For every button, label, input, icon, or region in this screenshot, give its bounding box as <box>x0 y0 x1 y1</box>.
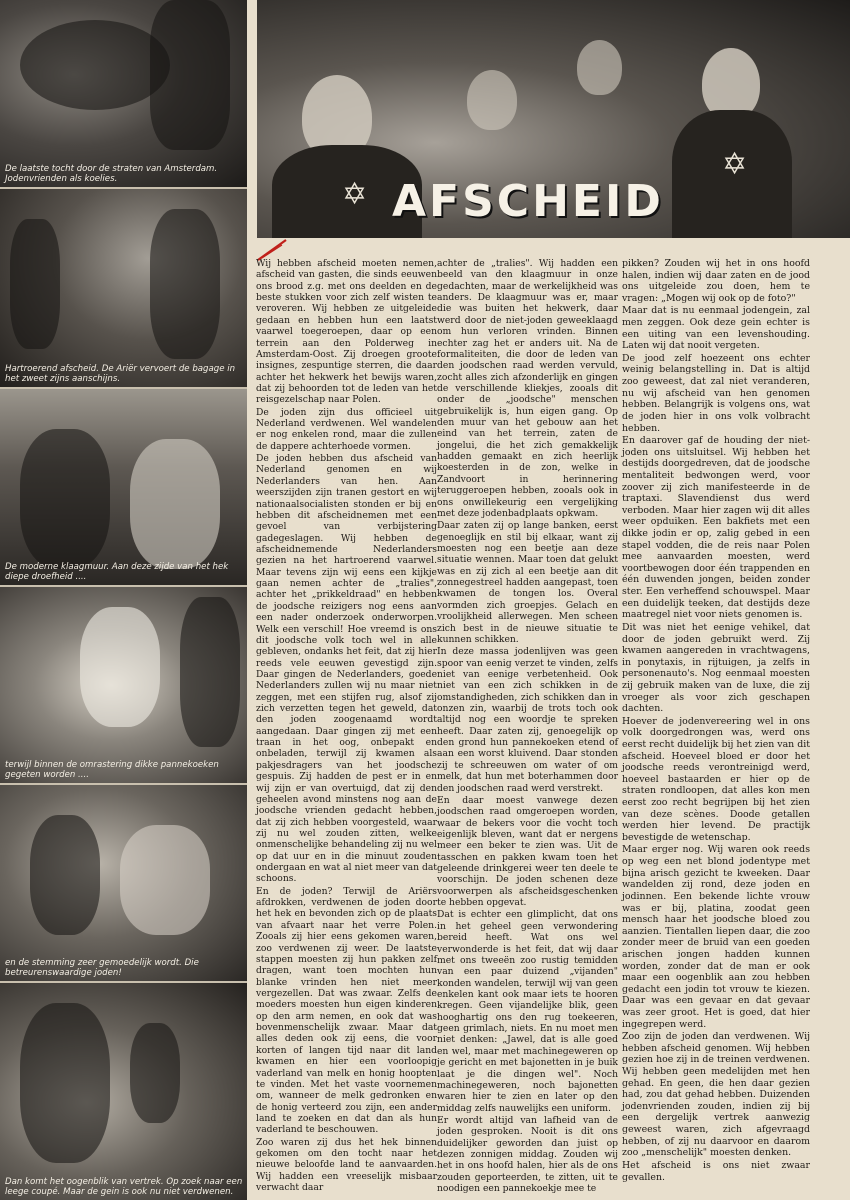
photo-caption: terwijl binnen de omrastering dikke pannekoeken gegeten worden .... <box>5 760 219 780</box>
paragraph: De jood zelf hoezeent ons echter weinig belangstelling in. Dat is altijd zoo geweest, dat zal niet veranderen, nu wij afscheid van hen genomen hebben. Belangrijk is volgens ons, wat de joden hier in ons volk volbracht hebben. <box>622 352 810 434</box>
paragraph: Het afscheid is ons niet zwaar gevallen. <box>622 1159 810 1183</box>
photo-cart <box>0 0 247 187</box>
photo-bagage <box>0 189 247 387</box>
photo-caption: Dan komt het oogenblik van vertrek. Op zoek naar een leege coupé. Maar de gein is ook nu niet verdwenen. <box>5 1177 243 1197</box>
headline: AFSCHEID <box>392 176 664 227</box>
photo-caption: en de stemming zeer gemoedelijk wordt. Die betreurenswaardige joden! <box>5 958 199 978</box>
paragraph: Dit was niet het eenige vehikel, dat door de joden gebruikt werd. Zij kwamen aangereden in vrachtwagens, in ponytaxis, in rijtuigen, ja zelfs in personenauto's. Nog eenmaal moesten zij gebruik maken van de luxe, die zij vroeger als voor zich geschapen dachten. <box>622 621 810 715</box>
paragraph: De joden hebben dus afscheid van Nederland genomen en wij Nederlanders van hen. Aan weerszijden zijn tranen gestort en wij nationaalsocialisten stonden er bij en hebben dit afscheidnemen met een gevoel van verbijstering gadegeslagen. Wij hebben de afscheidnemende Nederlanders gezien na het hartroerend vaarwel. Maar tevens zijn wij eens een kijkje gaan nemen achter de „tralies", achter het „prikkeldraad" en hebben de joodsche reizigers nog eens aan een nader onderzoek onderworpen. Welk een verschil! Hoe vreemd is ons dit joodsche volk toch wel in alle gebleven, ondanks het feit, dat zij hier reeds vele eeuwen gevestigd zijn. Daar gingen de Nederlanders, goede Nederlanders zullen wij nu maar niet zeggen, met een stijfen rug, alsof zij zich verzetten tegen het geweld, dat den joden zoogenaamd wordt aangedaan. Daar gingen zij met een traan in het oog, onbepakt en onbeladen, terwijl zij kwamen als pakjesdragers van het joodsche gespuis. Zij hadden de pest er in en wij zijn er van overtuigd, dat zij den geheelen avond minstens nog aan de joodsche vrienden gedacht hebben, dat zij zich hebben voorgesteld, waar zij nu wel zouden zitten, welke onmenschelijke behandeling zij nu wel op dat uur en in die minuut zouden ondergaan en wat al niet meer van dat schoons. <box>256 453 437 885</box>
paragraph: En de joden? Terwijl de Ariërs afdrokken, verdwenen de joden door het hek en bevonden zich op de plaats van afvaart naar het verre Polen. Zooals zij hier eens gekomen waren, zoo verdwenen zij weer. De laatste stappen moesten zij hun pakken zelf dragen, want toen mochten hun blanke vrinden hen niet meer vergezellen. Dat was zwaar. Zelfs de moeders moesten hun eigen kinderen op den arm nemen, en ook dat was bovenmenschelijk zwaar. Maar dat alles deden ook zij eens, die voor korten of langen tijd naar dit land kwamen en hier een voorloopig vaderland van melk en honig hoopten te vinden. Met het vaste voornemen om, wanneer de melk gedronken en de honig verteerd zou zijn, een ander land te zoeken en dat dan als hun vaderland te beschouwen. <box>256 885 437 1136</box>
paragraph: Daar zaten zij op lange banken, eerst genoeglijk en stil bij elkaar, want zij moesten nog een beetje aan deze situatie wennen. Maar toen dat gelukt was en zij zich al een beetje aan dit zonnegestreel hadden aangepast, toen kwamen de tongen los. Overal vormden zich groepjes. Gelach en vroolijkheid allerwegen. Men scheen zich best in de nieuwe situatie te kunnen schikken. <box>437 520 618 645</box>
star-icon: ✡ <box>722 147 748 182</box>
paragraph: Maar dat is nu eenmaal jodengein, zal men zeggen. Ook deze gein echter is een uiting van een levenshouding. Laten wij dat nooit vergeten. <box>622 305 810 352</box>
paragraph: In deze massa jodenlijven was geen spoor van eenig verzet te vinden, zelfs niet van eenige verbetenheid. Ook niet van een zich schikken in de omstandigheden, zich schikken dan in onzen zin, waarbij de trots toch ook altijd nog een woordje te spreken heeft. Daar zaten zij, genoegelijk op den grond hun pannekoeken etend of aan een worst kluivend. Daar stonden zij te schreeuwen om water of om melk, dat hun met boterhammen door den joodschen raad werd verstrekt. <box>437 646 618 794</box>
paragraph: achter de „tralies". Wij hadden een beeld van den klaagmuur in onze gedachten, maar de werkelijkheid was anders. De klaagmuur was er, maar die was buiten het hekwerk, daar werd door de niet-joden geweeklaagd om hun verloren vrinden. Binnen echter zag het er anders uit. Na de formaliteiten, die door de leden van den joodschen raad werden vervuld, zocht alles zich afzonderlijk en gingen de verschillende kliekjes, zooals dit onder de „joodsche" menschen gebruikelijk is, hun eigen gang. Op den muur van het gebouw aan het eind van het terrein, zaten de jongelui, die het zich gemakkelijk hadden gemaakt en zich heerlijk koesterden in de zon, welke in Zandvoort in herinnering teruggeroepen hebben, zooals ook in ons onwillekeurig een vergelijking met deze jodenbadplaats opkwam. <box>437 258 618 519</box>
photo-caption: De moderne klaagmuur. Aan deze zijde van het hek diepe droefheid .... <box>5 562 229 582</box>
article-column-2 <box>437 258 618 1195</box>
paragraph: Dat is echter een glimplicht, dat ons in het geheel geen verwondering bereid heeft. Wat ons wel verwonderde is het feit, dat wij daar met ons tweeën zoo rustig temidden van een paar duizend „vijanden" konden wandelen, terwijl wij van geen enkelen kant ook maar iets te hooren kregen. Geen vijandelijke blik, geen hooghartig ons den rug toekeeren, geen grimlach, niets. En nu moet men niet denken: „Jawel, dat is alle goed en wel, maar met machinegeweren op je gericht en met bajonetten in je buik laat je die dingen wel". Noch machinegeweren, noch bajonetten waren hier te zien en later op den middag zelfs nauwelijks een uniform. <box>437 909 618 1114</box>
star-icon: ✡ <box>342 177 368 212</box>
paragraph: Hoever de jodenvereering wel in ons volk doorgedrongen was, werd ons eerst recht duidelijk bij het zien van dit afscheid. Hoeveel bloed er door het joodsche reeds verontreinigd werd, hoeveel bastaarden er hier op de straten rondloopen, dat alles kon men eerst zoo recht begrijpen bij het zien van deze scènes. Doode getallen werden hier levend. De practijk bevestigde de wetenschap. <box>622 715 810 843</box>
paragraph: En daarover gaf de houding der niet-joden ons uitsluitsel. Wij hebben het destijds doorgedreven, dat de joodsche mentaliteit bedwongen werd, voor zoover zij zich manifesteerde in de traptaxi. Slavendienst dus werd verboden. Maar hier zagen wij dit alles weer opduiken. Een bakfiets met een dikke jodin er op, zalig gebed in een stapel vodden, die de reis naar Polen mee aanvaarden moesten, werd voortbewogen door één trappenden en één duwenden jongen, beiden zonder ster. Een verheffend schouwspel. Maar een duidelijk teeken, dat destijds deze maatregel niet voor niets genomen is. <box>622 435 810 621</box>
paragraph: Maar erger nog. Wij waren ook reeds op weg een net blond jodentype met bijna arisch gezicht te kweeken. Daar wandelden zij rond, deze joden en jodinnen. Een bekende lichte vrouw was er bij, platina, zoodat geen mensch haar het joodsche bloed zou aanzien. Tientallen liepen daar, die zoo zonder meer de bruid van een goeden arischen jongen hadden kunnen worden, zonder dat de man er ook maar een oogenblik aan zou hebben gedacht een jodin tot vrouw te kiezen. Daar was een gevaar en dat gevaar was zeer groot. Het is goed, dat hier ingegrepen werd. <box>622 844 810 1030</box>
paragraph: Er wordt altijd van lafheid van de joden gesproken. Nooit is dit ons duidelijker geworden dan juist op dezen zonnigen middag. Zouden wij het in ons hoofd halen, hier als de ons zouden geporteerden, te zitten, uit te noodigen een pannekoekje mee te <box>437 1114 618 1195</box>
photo-mood <box>0 785 247 981</box>
article-column-3 <box>622 258 810 1184</box>
paragraph: Wij hebben afscheid moeten nemen, afscheid van gasten, die sinds eeuwen ons brood z.g. met ons deelden en de beste stukken voor zich zelf wisten te veroveren. Wij hebben ze uitgeleide gedaan en hebben hun een laatst vaarwel toegeroepen, daar op een terrein aan den Polderweg in Amsterdam-Oost. Zij droegen groote insignes, zespuntige sterren, die daar achter het hekwerk het bewijs waren, dat zij behoorden tot de leden van het reisgezelschap naar Polen. <box>256 258 437 406</box>
paragraph: De joden zijn dus officieel uit Nederland verdwenen. Wel wandelen er nog enkelen rond, maar die zullen de dappere achterhoede vormen. <box>256 406 437 452</box>
paragraph: Zoo zijn de joden dan verdwenen. Wij hebben afscheid genomen. Wij hebben gezien hoe zij in de treinen verdwenen. Wij hebben geen medelijden met hen gehad. En geen, die hen daar gezien had, zou dat gehad hebben. Duizenden jodenvrienden zouden, indien zij bij een dergelijk vertrek aanwezig geweest waren, zich afgevraagd hebben, of zij nu daarvoor en daarom zoo „menschelijk" moesten denken. <box>622 1031 810 1159</box>
paragraph: pikken? Zouden wij het in ons hoofd halen, indien wij daar zaten en de jood ons uitgeleide zou doen, hem te vragen: „Mogen wij ook op de foto?" <box>622 258 810 304</box>
photo-caption: De laatste tocht door de straten van Amsterdam. Jodenvrienden als koelies. <box>5 164 218 184</box>
photo-caption: Hartroerend afscheid. De Ariër vervoert de bagage in het zweet zijns aanschijns. <box>5 364 236 384</box>
paragraph: En daar moest vanwege dezen joodschen raad omgeroepen worden, waar de bekers voor die vocht toch eigenlijk bleven, want dat er nergens meer een beker te zien was. Uit de tasschen en pakken kwam toen het geleende drinkgerei weer ten deele te voorschijn. De joden schenen deze voorwerpen als afscheidsgeschenken te hebben opgevat. <box>437 794 618 909</box>
photo-pancakes <box>0 587 247 783</box>
photo-fence <box>0 389 247 585</box>
photo-departure <box>0 983 247 1200</box>
paragraph: Zoo waren zij dus het hek binnen gekomen om den tocht naar het nieuwe beloofde land te aanvaarden. Wij hadden een vreeselijk misbaar verwacht daar <box>256 1136 437 1194</box>
photo-column <box>0 0 247 1200</box>
article-column-1 <box>256 258 437 1194</box>
